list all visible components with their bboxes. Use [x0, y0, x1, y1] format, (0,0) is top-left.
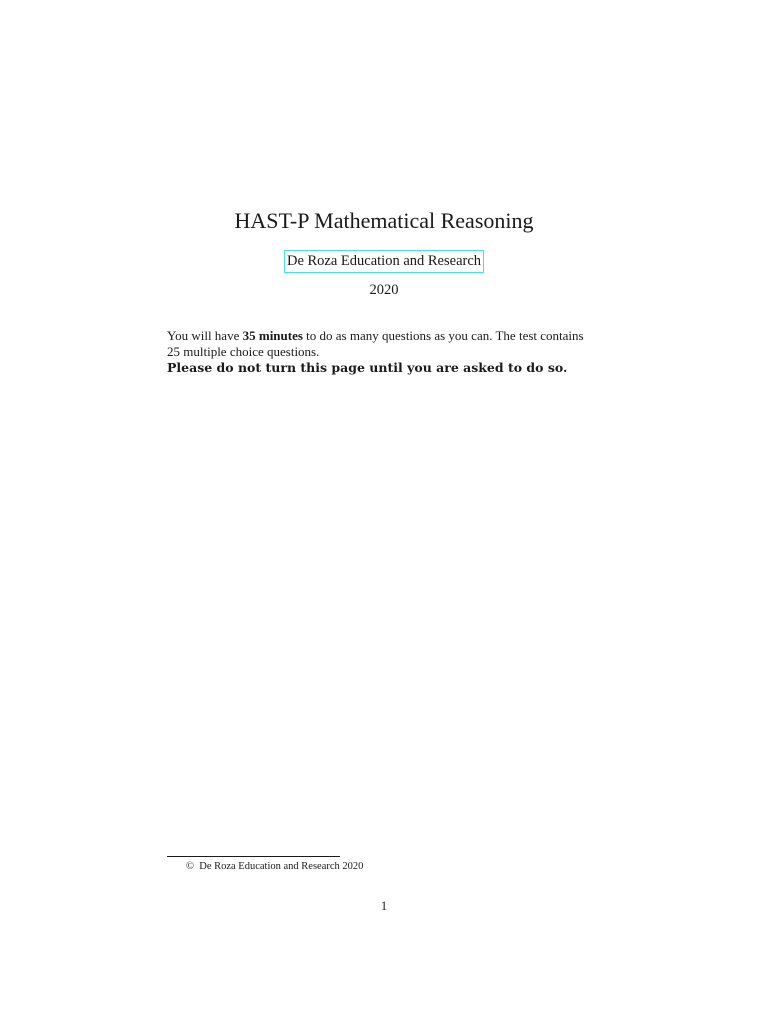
instructions-text-end: to do as many questions as you can. The test contains	[302, 328, 584, 343]
page-number: 1	[380, 899, 388, 913]
author-container	[0, 250, 768, 273]
instructions-line-2: 25 multiple choice questions.	[167, 344, 320, 359]
author-link[interactable]: De Roza Education and Research	[284, 250, 484, 273]
document-year: 2020	[369, 282, 399, 298]
footnote-rule	[167, 856, 340, 857]
footnote-text: De Roza Education and Research 2020	[199, 861, 364, 872]
copyright-icon: ©	[186, 861, 194, 872]
footnote	[186, 860, 363, 873]
document-title: HAST-P Mathematical Reasoning	[234, 208, 534, 233]
instructions-paragraph	[167, 328, 607, 360]
warning-text: Please do not turn this page until you are asked to do so.	[167, 360, 568, 375]
time-limit: 35 minutes	[242, 328, 303, 343]
instructions-block	[167, 328, 607, 376]
instructions-text-start: You will have	[167, 328, 243, 343]
